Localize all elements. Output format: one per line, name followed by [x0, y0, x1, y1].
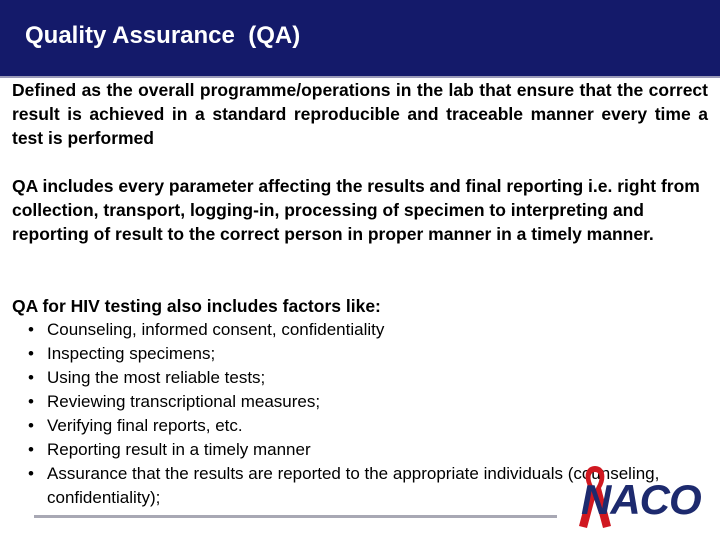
- list-item-text: Verifying final reports, etc.: [47, 416, 243, 435]
- footer-divider: [34, 515, 557, 518]
- list-item-text: Assurance that the results are reported to the appropriate individuals (counseling, confidentiality);: [47, 464, 660, 507]
- list-item: [28, 318, 688, 342]
- slide-title: Quality Assurance (QA): [25, 22, 301, 49]
- list-item-text: Using the most reliable tests;: [47, 368, 266, 387]
- list-item: [28, 438, 688, 462]
- title-bar: [0, 0, 720, 78]
- scope-paragraph: QA includes every parameter affecting the results and final reporting i.e. right from collection, transport, logging-in, processing of specimen to interpreting and reporting of result to the correct person in proper manner in a timely manner.: [12, 176, 700, 244]
- list-item-text: Counseling, informed consent, confidentiality: [47, 320, 385, 339]
- bullet-icon: •: [28, 440, 34, 459]
- definition-paragraph: Defined as the overall programme/operations in the lab that ensure that the correct result is achieved in a standard reproducible and traceable manner every time a test is performed: [12, 80, 708, 148]
- list-item: [28, 390, 688, 414]
- factors-heading: QA for HIV testing also includes factors like:: [12, 296, 381, 316]
- list-item: [28, 366, 688, 390]
- bullet-icon: •: [28, 320, 34, 339]
- bullet-icon: •: [28, 368, 34, 387]
- bullet-icon: •: [28, 416, 34, 435]
- list-item-text: Reviewing transcriptional measures;: [47, 392, 321, 411]
- bullet-icon: •: [28, 464, 34, 483]
- bullet-icon: •: [28, 344, 34, 363]
- bullet-icon: •: [28, 392, 34, 411]
- list-item-text: Reporting result in a timely manner: [47, 440, 311, 459]
- list-item: [28, 414, 688, 438]
- list-item: [28, 342, 688, 366]
- list-item-text: Inspecting specimens;: [47, 344, 216, 363]
- logo-text: NACO: [581, 476, 701, 523]
- naco-logo: [575, 462, 710, 530]
